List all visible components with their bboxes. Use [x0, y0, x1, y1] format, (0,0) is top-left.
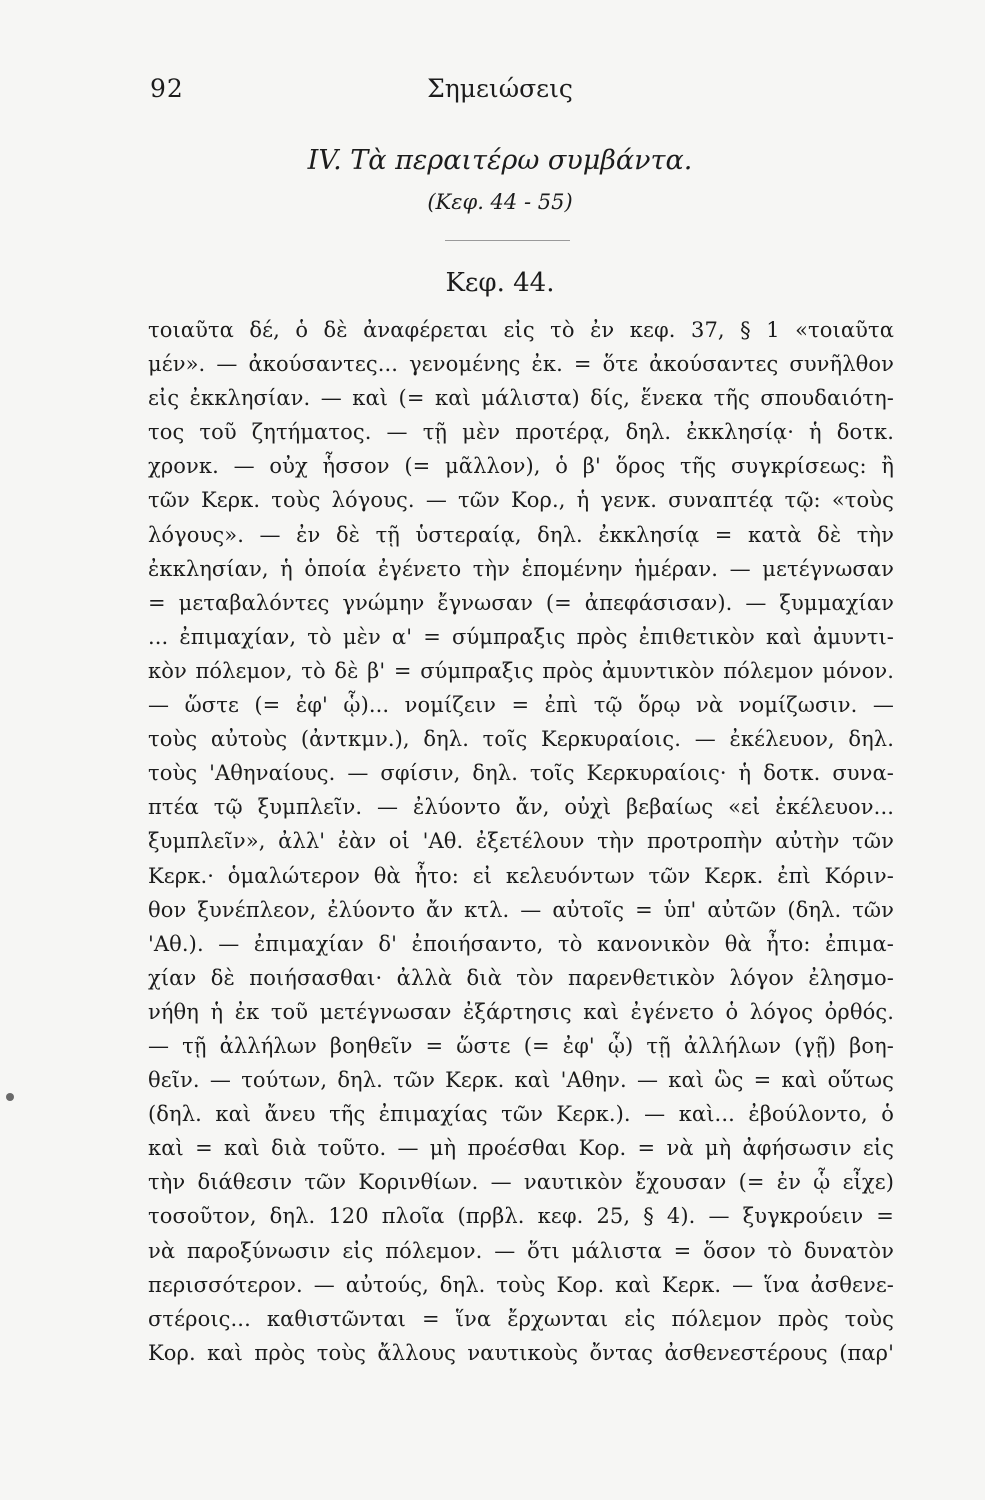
text-line: ξυμπλεῖν», ἀλλ' ἐὰν οἱ 'Αθ. ἐξετέλουν τὴν προτροπὴν αὐτὴν τῶν: [148, 829, 894, 854]
text-line: = μεταβαλόντες γνώμην ἔγνωσαν (= ἀπεφάσισαν). — ξυμμαχίαν: [148, 590, 894, 615]
text-line: ἐκκλησίαν, ἡ ὁποία ἐγένετο τὴν ἑπομένην ἡμέραν. — μετέγνωσαν: [148, 556, 894, 581]
text-line: τοὺς αὐτοὺς (ἀντκμν.), δηλ. τοῖς Κερκυραίοις. — ἐκέλευον, δηλ.: [148, 727, 894, 752]
section-divider: [445, 240, 570, 241]
text-line: τοὺς 'Αθηναίους. — σφίσιν, δηλ. τοῖς Κερκυραίοις· ἡ δοτκ. συνα-: [148, 761, 894, 786]
text-line: τῶν Κερκ. τοὺς λόγους. — τῶν Κορ., ἡ γενκ. συναπτέᾳ τῷ: «τοὺς: [148, 488, 894, 513]
text-line: τοιαῦτα δέ, ὁ δὲ ἀναφέρεται εἰς τὸ ἐν κεφ. 37, § 1 «τοιαῦτα: [148, 318, 894, 342]
running-head: Σημειώσεις: [427, 74, 573, 103]
text-line: Κορ. καὶ πρὸς τοὺς ἄλλους ναυτικοὺς ὄντας ἀσθενεστέρους (παρ': [148, 1340, 894, 1365]
text-line: εἰς ἐκκλησίαν. — καὶ (= καὶ μάλιστα) δίς, ἕνεκα τῆς σπουδαιότη-: [148, 386, 894, 411]
text-line: Κερκ.· ὁμαλώτερον θὰ ἦτο: εἰ κελευόντων τῶν Κερκ. ἐπὶ Κόριν-: [148, 863, 894, 888]
commentary-text: [148, 313, 894, 1370]
text-line: περισσότερον. — αὐτούς, δηλ. τοὺς Κορ. καὶ Κερκ. — ἵνα ἀσθενε-: [148, 1272, 894, 1297]
text-line: κὸν πόλεμον, τὸ δὲ β' = σύμπραξις πρὸς ἀμυντικὸν πόλεμον μόνον.: [148, 658, 894, 683]
text-line: 'Αθ.). — ἐπιμαχίαν δ' ἐποιήσαντο, τὸ κανονικὸν θὰ ἦτο: ἐπιμα-: [148, 931, 894, 956]
margin-dot: [6, 1093, 14, 1101]
text-line: τοσοῦτον, δηλ. 120 πλοῖα (πρβλ. κεφ. 25, § 4). — ξυγκρούειν =: [148, 1204, 894, 1229]
text-line: νὰ παροξύνωσιν εἰς πόλεμον. — ὅτι μάλιστα = ὅσον τὸ δυνατὸν: [148, 1238, 894, 1263]
text-line: θον ξυνέπλεον, ἐλύοντο ἄν κτλ. — αὐτοῖς = ὑπ' αὐτῶν (δηλ. τῶν: [148, 897, 894, 922]
text-line: θεῖν. — τούτων, δηλ. τῶν Κερκ. καὶ 'Αθην. — καὶ ὣς = καὶ οὕτως: [148, 1068, 894, 1093]
text-line: χίαν δὲ ποιήσασθαι· ἀλλὰ διὰ τὸν παρενθετικὸν λόγον ἐλησμο-: [148, 965, 894, 990]
chapter-heading: Κεφ. 44.: [445, 268, 555, 298]
text-line: στέροις... καθιστῶνται = ἵνα ἔρχωνται εἰς πόλεμον πρὸς τοὺς: [148, 1306, 894, 1331]
text-line: χρονκ. — οὐχ ἧσσον (= μᾶλλον), ὁ β' ὅρος τῆς συγκρίσεως: ἢ: [148, 454, 894, 479]
text-line: ... ἐπιμαχίαν, τὸ μὲν α' = σύμπραξις πρὸς ἐπιθετικὸν καὶ ἀμυντι-: [148, 624, 894, 649]
text-line: λόγους». — ἐν δὲ τῇ ὑστεραίᾳ, δηλ. ἐκκλησίᾳ = κατὰ δὲ τὴν: [148, 522, 894, 547]
text-line: καὶ = καὶ διὰ τοῦτο. — μὴ προέσθαι Κορ. = νὰ μὴ ἀφήσωσιν εἰς: [148, 1136, 894, 1161]
text-line: τος τοῦ ζητήματος. — τῇ μὲν προτέρᾳ, δηλ. ἐκκλησίᾳ· ἡ δοτκ.: [148, 420, 894, 445]
text-line: μέν». — ἀκούσαντες... γενομένης ἐκ. = ὅτε ἀκούσαντες συνῆλθον: [148, 352, 894, 377]
text-line: νήθη ἡ ἐκ τοῦ μετέγνωσαν ἐξάρτησις καὶ ἐγένετο ὁ λόγος ὀρθός.: [148, 999, 894, 1024]
text-line: — ὥστε (= ἐφ' ᾧ)... νομίζειν = ἐπὶ τῷ ὅρῳ νὰ νομίζωσιν. —: [148, 693, 894, 718]
text-line: (δηλ. καὶ ἄνευ τῆς ἐπιμαχίας τῶν Κερκ.). — καὶ... ἐβούλοντο, ὁ: [148, 1102, 894, 1127]
section-title: IV. Τὰ περαιτέρω συμβάντα.: [307, 145, 693, 176]
section-subtitle: (Κεφ. 44 - 55): [427, 190, 573, 214]
text-line: — τῇ ἀλλήλων βοηθεῖν = ὥστε (= ἐφ' ᾧ) τῇ ἀλλήλων (γῇ) βοη-: [148, 1033, 894, 1058]
page-number: 92: [150, 74, 184, 103]
text-line: πτέα τῷ ξυμπλεῖν. — ἐλύοντο ἄν, οὐχὶ βεβαίως «εἰ ἐκέλευον...: [148, 795, 894, 820]
text-line: τὴν διάθεσιν τῶν Κορινθίων. — ναυτικὸν ἔχουσαν (= ἐν ᾧ εἶχε): [148, 1170, 894, 1195]
